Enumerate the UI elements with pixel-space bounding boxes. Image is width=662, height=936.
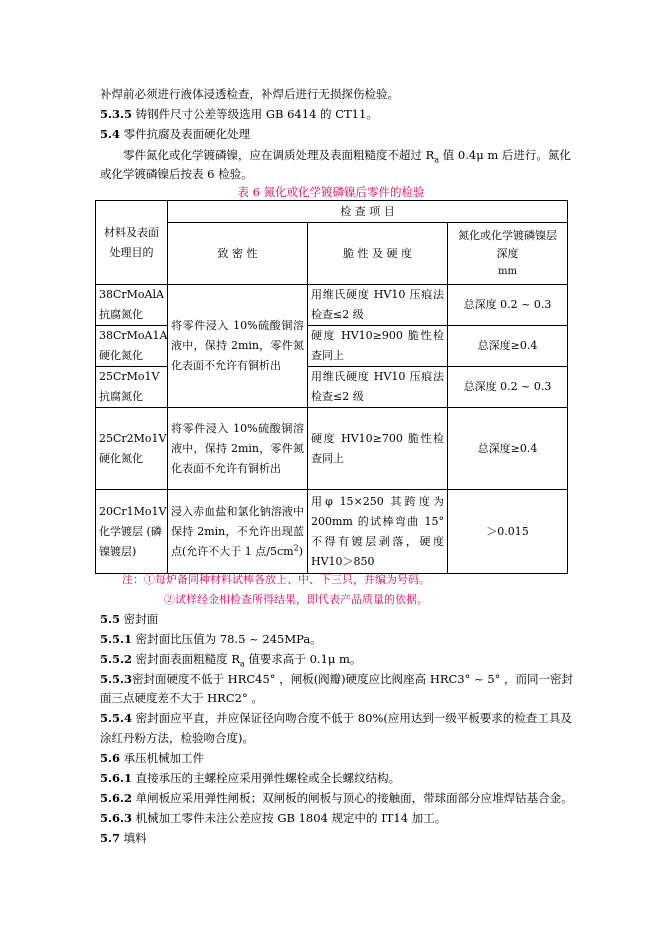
text-part: 值 0.4μ m 后进行。氮化 bbox=[439, 148, 571, 162]
paragraph-nitriding-line1 bbox=[123, 147, 571, 163]
paragraph-repair-welding: 补焊前必须进行液体浸透检查，补焊后进行无损探伤检验。 bbox=[100, 87, 399, 101]
clause-text: 单闸板应采用弹性闸板；双闸板的闸板与顶心的接触面，带球面部分应堆焊钴基合金。 bbox=[135, 791, 573, 805]
cell-hardness: 用维氏硬度 HV10 压痕法检查≤2 级 bbox=[308, 285, 448, 326]
table-row bbox=[96, 326, 568, 367]
section-number: 5.6 bbox=[100, 751, 121, 765]
cell-density: 将零件浸入 10%硫酸铜溶液中，保持 2min，零件氮化表面不允许有铜析出 bbox=[168, 408, 308, 490]
clause-5-5-3-cont: 面三点硬度差不大于 HRC2° 。 bbox=[100, 691, 263, 705]
header-depth-line1: 氮化或化学镀磷镍层 bbox=[458, 228, 557, 242]
text-part: 浸入赤血盐和氯化钠溶液中保持 2min，不允许出现蓝点(允许不大于 1 点/5cm bbox=[171, 504, 304, 558]
clause-text: 密封面硬度不低于 HRC45° ，闸板(阀瓣)硬度应比阀座高 HRC3° ~ 5° ，而同一密封 bbox=[132, 672, 574, 686]
section-5-5-heading bbox=[100, 611, 158, 627]
cell-density: 将零件浸入 10%硫酸铜溶液中，保持 2min，零件氮化表面不允许有铜析出 bbox=[168, 285, 308, 408]
clause-number: 5.5.2 bbox=[100, 652, 133, 666]
cell-material: 38CrMoA1A 硬化氮化 bbox=[96, 326, 168, 367]
clause-5-5-4 bbox=[100, 710, 572, 726]
header-depth-line2: 深度 bbox=[496, 246, 519, 260]
section-title: 密封面 bbox=[123, 612, 159, 626]
clause-5-5-2 bbox=[100, 651, 361, 667]
clause-text bbox=[135, 652, 362, 669]
section-number: 5.7 bbox=[100, 831, 121, 845]
cell-material: 25Cr2Mo1V 硬化氮化 bbox=[96, 408, 168, 490]
clause-number: 5.6.3 bbox=[100, 811, 133, 825]
clause-5-5-3 bbox=[100, 671, 573, 687]
clause-5-5-4-cont: 涂红丹粉方法，检验吻合度)。 bbox=[100, 731, 254, 745]
subscript: a bbox=[434, 155, 440, 165]
header-hardness: 脆 性 及 硬 度 bbox=[308, 223, 448, 285]
cell-hardness: 硬度 HV10≥900 脆性检查同上 bbox=[308, 326, 448, 367]
section-5-6-heading bbox=[100, 750, 204, 766]
cell-hardness: 用维氏硬度 HV10 压痕法检查≤2 级 bbox=[308, 367, 448, 408]
cell-material: 20Cr1Mo1V 化学镀层 (磷镍镀层) bbox=[96, 490, 168, 574]
subscript: a bbox=[240, 659, 245, 669]
header-depth bbox=[448, 223, 568, 285]
table-note-2: ②试样经金相检查所得结果，即代表产品质量的依据。 bbox=[164, 593, 428, 606]
text-part: 密封面表面粗糙度 R bbox=[135, 652, 240, 666]
clause-5-5-1 bbox=[100, 631, 322, 647]
clause-number: 5.5.4 bbox=[100, 711, 133, 725]
section-5-4-heading bbox=[100, 126, 250, 142]
table-note-1: 注：①每炉备同种材料试棒各放上、中、下三只，并编为号码。 bbox=[122, 573, 430, 586]
cell-depth: 总深度 0.2 ~ 0.3 bbox=[448, 285, 568, 326]
section-title: 承压机械加工件 bbox=[123, 751, 205, 765]
clause-text: 机械加工零件未注公差应按 GB 1804 规定中的 IT14 加工。 bbox=[135, 811, 447, 825]
clause-number: 5.6.1 bbox=[100, 771, 133, 785]
clause-5-6-3 bbox=[100, 810, 446, 826]
clause-5-3-5 bbox=[100, 106, 378, 122]
paragraph-nitriding-line2: 或化学镀磷镍后按表 6 检验。 bbox=[100, 167, 253, 181]
text-part: ) bbox=[298, 544, 303, 558]
cell-depth: ＞0.015 bbox=[448, 490, 568, 574]
cell-depth: 总深度≥0.4 bbox=[448, 326, 568, 367]
table-row bbox=[96, 490, 568, 574]
clause-text: 密封面应平直，并应保证径向吻合度不低于 80%(应用达到一级平板要求的检查工具及 bbox=[135, 711, 572, 725]
section-title: 零件抗腐及表面硬化处理 bbox=[123, 127, 251, 141]
cell-material: 25CrMo1V 抗腐氮化 bbox=[96, 367, 168, 408]
header-depth-unit: mm bbox=[498, 265, 517, 277]
clause-number: 5.3.5 bbox=[100, 107, 133, 121]
superscript: 2 bbox=[293, 542, 299, 552]
section-number: 5.5 bbox=[100, 612, 121, 626]
table-row bbox=[96, 285, 568, 326]
section-5-7-heading bbox=[100, 830, 147, 846]
header-inspection-items: 检 查 项 目 bbox=[168, 201, 568, 223]
clause-text: 铸钢件尺寸公差等级选用 GB 6414 的 CT11。 bbox=[135, 107, 378, 121]
table-row bbox=[96, 367, 568, 408]
clause-number: 5.5.1 bbox=[100, 632, 133, 646]
clause-number: 5.6.2 bbox=[100, 791, 133, 805]
inspection-table bbox=[95, 200, 568, 574]
header-material: 材料及表面处理目的 bbox=[96, 201, 168, 285]
clause-text: 直接承压的主螺栓应采用弹性螺栓或全长螺纹结构。 bbox=[135, 771, 401, 785]
clause-number: 5.5.3 bbox=[100, 672, 133, 686]
cell-hardness: 用φ 15×250 其跨度为 200mm 的试棒弯曲 15°不得有镀层剥落，硬度 HV10＞850 bbox=[308, 490, 448, 574]
clause-text: 密封面比压值为 78.5 ~ 245MPa。 bbox=[135, 632, 322, 646]
cell-hardness: 硬度 HV10≥700 脆性检查同上 bbox=[308, 408, 448, 490]
header-density: 致 密 性 bbox=[168, 223, 308, 285]
table-title: 表 6 氮化或化学镀磷镍后零件的检验 bbox=[237, 185, 425, 199]
section-number: 5.4 bbox=[100, 127, 121, 141]
cell-density bbox=[168, 490, 308, 574]
cell-depth: 总深度≥0.4 bbox=[448, 408, 568, 490]
clause-5-6-1 bbox=[100, 770, 400, 786]
cell-depth: 总深度 0.2 ~ 0.3 bbox=[448, 367, 568, 408]
section-title: 填料 bbox=[123, 831, 147, 845]
clause-5-6-2 bbox=[100, 790, 573, 806]
text-part: 值要求高于 0.1μ m。 bbox=[244, 652, 362, 666]
text-part: 零件氮化或化学镀磷镍，应在调质处理及表面粗糙度不超过 R bbox=[123, 148, 435, 162]
table-row bbox=[96, 408, 568, 490]
cell-material: 38CrMoAlA 抗腐氮化 bbox=[96, 285, 168, 326]
